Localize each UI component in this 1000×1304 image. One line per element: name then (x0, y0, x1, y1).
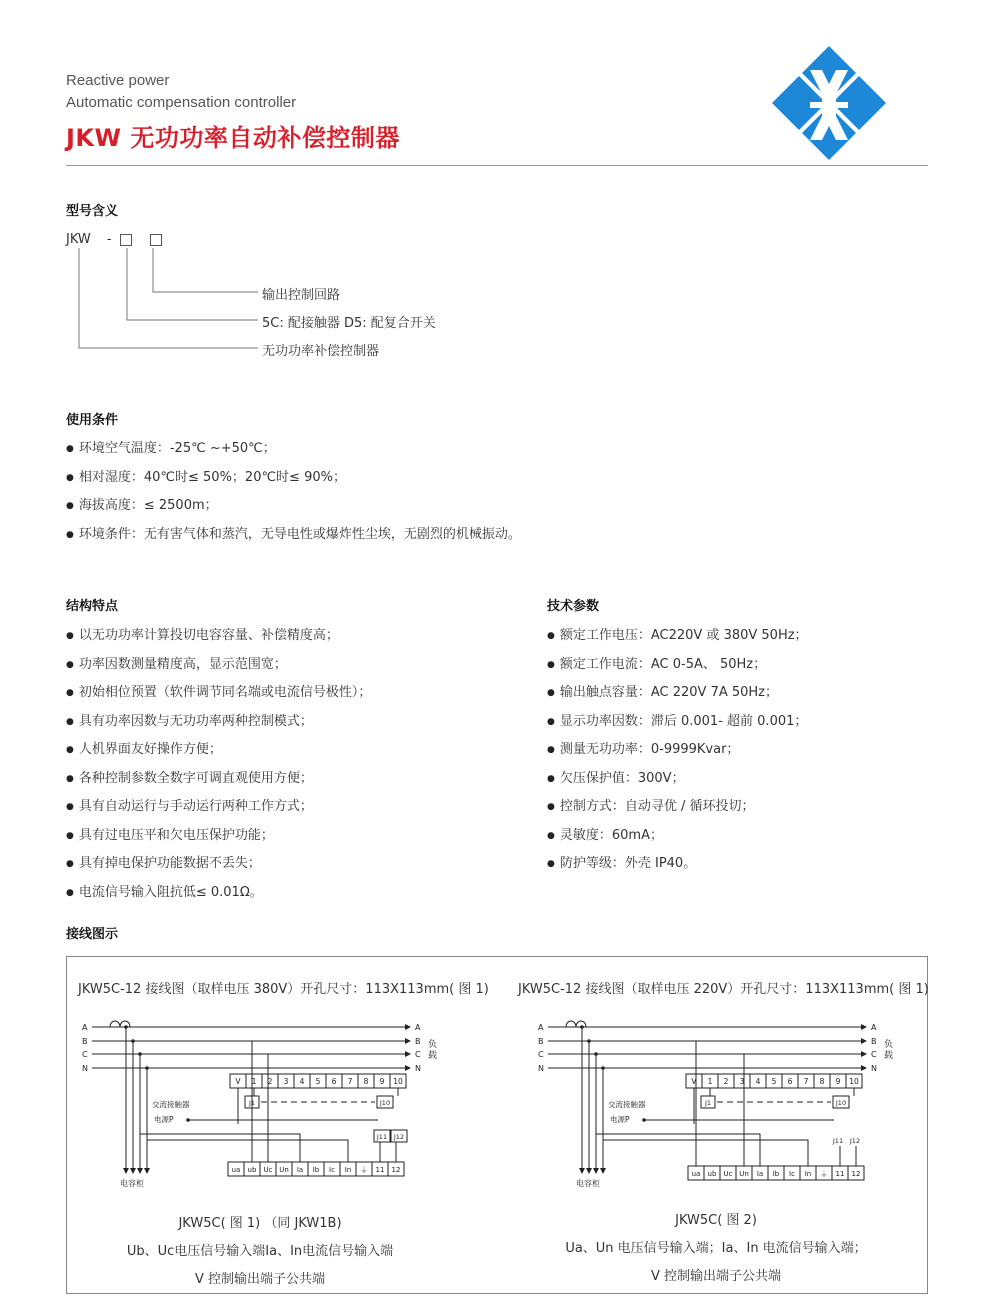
features-item: ● 初始相位预置（软件调节同名端或电流信号极性）； (66, 683, 371, 712)
page-title: JKW 无功功率自动补偿控制器 (66, 124, 400, 152)
model-heading: 型号含义 (66, 204, 119, 219)
model-code-text: JKW (66, 232, 91, 247)
diagram-2-title: JKW5C-12 接线图（取样电压 220V）开孔尺寸：113X113mm( 图 1) (518, 982, 929, 997)
phase-arrow (861, 1065, 867, 1071)
bottom-terminal-label: In (804, 1170, 812, 1178)
wiring-diagram-2 (526, 1016, 906, 1196)
bottom-terminal-label: Ic (789, 1170, 795, 1178)
cabinet-arrow (137, 1168, 143, 1174)
bottom-terminal-label: ub (247, 1166, 257, 1174)
j11-label: J11 (376, 1133, 388, 1141)
top-terminal-label: 7 (803, 1077, 809, 1086)
specs-item: ● 欠压保护值：300V； (547, 769, 808, 798)
phase-label-right: N (871, 1064, 877, 1073)
bottom-terminal-label: 11 (375, 1166, 385, 1174)
model-label-controller: 无功功率补偿控制器 (262, 344, 380, 359)
specs-item: ● 额定工作电流：AC 0-5A、 50Hz； (547, 655, 808, 684)
j11-label: J11 (832, 1137, 844, 1145)
phase-label-right: A (871, 1023, 877, 1032)
cabinet-arrow (144, 1168, 150, 1174)
phase-label-right: B (415, 1037, 421, 1046)
english-title-line-2: Automatic compensation controller (66, 94, 297, 111)
phase-arrow (405, 1051, 411, 1057)
specs-item: ● 灵敏度：60mA； (547, 826, 808, 855)
phase-label-right: C (415, 1050, 421, 1059)
bottom-terminal-label: Ia (756, 1170, 764, 1178)
cabinet-arrow (600, 1168, 606, 1174)
junction-dot (601, 1066, 605, 1070)
top-terminal-label: 8 (363, 1077, 369, 1086)
bottom-terminal-label: Un (739, 1170, 749, 1178)
header-divider (66, 165, 928, 166)
model-label-contactor: 5C: 配接触器 D5: 配复合开关 (262, 316, 436, 331)
j12-label: J12 (393, 1133, 405, 1141)
top-terminal-label: 2 (267, 1077, 273, 1086)
top-terminal-label: V (691, 1077, 697, 1086)
bottom-terminal-label: ub (707, 1170, 717, 1178)
bottom-terminal-label: ua (691, 1170, 701, 1178)
conditions-item: ● 环境空气温度：-25℃ ~+50℃； (66, 439, 521, 468)
top-terminal-label: 6 (331, 1077, 337, 1086)
model-dash: - (106, 232, 112, 247)
load-label: 负 (884, 1040, 894, 1050)
capacitor-cabinet-label: 电容柜 (120, 1179, 144, 1188)
j10-label: J10 (835, 1099, 847, 1107)
specs-heading: 技术参数 (547, 599, 600, 614)
diagram-2-caption-3: V 控制输出端子公共端 (650, 1269, 782, 1284)
features-item: ● 人机界面友好操作方便； (66, 740, 371, 769)
specs-item: ● 额定工作电压：AC220V 或 380V 50Hz； (547, 626, 808, 655)
phase-label-right: C (871, 1050, 877, 1059)
conditions-heading: 使用条件 (66, 413, 119, 428)
features-item: ● 以无功功率计算投切电容容量、补偿精度高； (66, 626, 371, 655)
bottom-terminal-label: In (344, 1166, 352, 1174)
top-terminal-label: 10 (849, 1077, 859, 1086)
signal-wire (147, 1140, 348, 1162)
load-label: 载 (884, 1051, 894, 1061)
features-item: ● 具有掉电保护功能数据不丢失； (66, 854, 371, 883)
j12-label: J12 (849, 1137, 861, 1145)
cabinet-arrow (586, 1168, 592, 1174)
bottom-terminal-label: Ic (329, 1166, 335, 1174)
junction-dot (145, 1066, 149, 1070)
top-terminal-label: 9 (835, 1077, 841, 1086)
top-terminal-label: 2 (723, 1077, 729, 1086)
power-label: 电源P (610, 1115, 630, 1124)
cabinet-arrow (579, 1168, 585, 1174)
specs-item: ● 测量无功功率：0-9999Kvar； (547, 740, 808, 769)
english-title-line-1: Reactive power (66, 72, 170, 89)
phase-label-right: B (871, 1037, 877, 1046)
load-label: 负 (428, 1040, 438, 1050)
top-terminal-label: 4 (299, 1077, 305, 1086)
wiring-heading: 接线图示 (66, 927, 119, 942)
features-item: ● 各种控制参数全数字可调直观使用方便； (66, 769, 371, 798)
diagram-1-caption-3: V 控制输出端子公共端 (194, 1272, 326, 1287)
company-logo-icon (770, 44, 888, 162)
signal-wire (589, 1054, 744, 1166)
conditions-item: ● 环境条件：无有害气体和蒸汽，无导电性或爆炸性尘埃，无剧烈的机械振动。 (66, 525, 521, 554)
bottom-terminal-label: Un (279, 1166, 289, 1174)
capacitor-cabinet-label: 电容柜 (576, 1179, 600, 1188)
model-box-1 (120, 234, 132, 246)
diagram-1-caption-2: Ub、Uc电压信号输入端Ia、In电流信号输入端 (126, 1244, 394, 1259)
diagram-1-title: JKW5C-12 接线图（取样电压 380V）开孔尺寸：113X113mm( 图 1) (78, 982, 489, 997)
phase-arrow (861, 1051, 867, 1057)
phase-arrow (861, 1038, 867, 1044)
top-terminal-label: 9 (379, 1077, 385, 1086)
top-terminal-label: V (235, 1077, 241, 1086)
junction-dot (124, 1025, 128, 1029)
top-terminal-label: 6 (787, 1077, 793, 1086)
top-terminal-label: 3 (283, 1077, 289, 1086)
features-item: ● 具有自动运行与手动运行两种工作方式； (66, 797, 371, 826)
specs-item: ● 防护等级：外壳 IP40。 (547, 854, 808, 883)
bottom-terminal-label: 11 (835, 1170, 845, 1178)
top-terminal-label: 3 (739, 1077, 745, 1086)
signal-wire (596, 1134, 760, 1166)
top-terminal-label: 7 (347, 1077, 353, 1086)
bottom-terminal-label: ⏚ (360, 1166, 368, 1174)
phase-label-left: C (82, 1050, 88, 1059)
phase-arrow (405, 1065, 411, 1071)
power-label: 电源P (154, 1115, 174, 1124)
top-terminal-label: 10 (393, 1077, 403, 1086)
load-label: 载 (428, 1051, 438, 1061)
cabinet-arrow (123, 1168, 129, 1174)
j1-label: J1 (248, 1099, 256, 1107)
features-list (66, 626, 371, 911)
bottom-terminal-label: Ia (296, 1166, 304, 1174)
features-item: ● 功率因数测量精度高，显示范围宽； (66, 655, 371, 684)
bottom-terminal-label: Ib (312, 1166, 320, 1174)
signal-wire (603, 1140, 808, 1166)
diagram-1-caption-1: JKW5C( 图 1) （同 JKW1B) (178, 1216, 342, 1231)
j10-label: J10 (379, 1099, 391, 1107)
conditions-list (66, 439, 521, 553)
junction-dot (580, 1025, 584, 1029)
model-box-2 (150, 234, 162, 246)
model-label-output: 输出控制回路 (262, 288, 341, 303)
diagram-2-caption-2: Ua、Un 电压信号输入端；Ia、In 电流信号输入端； (565, 1241, 867, 1256)
phase-label-left: N (538, 1064, 544, 1073)
model-code (66, 232, 162, 247)
phase-label-right: N (415, 1064, 421, 1073)
phase-label-left: N (82, 1064, 88, 1073)
wiring-diagram-1 (70, 1016, 450, 1196)
bottom-terminal-label: 12 (391, 1166, 401, 1174)
top-terminal-label: 1 (251, 1077, 257, 1086)
j1-label: J1 (704, 1099, 712, 1107)
conditions-item: ● 海拔高度：≤ 2500m； (66, 496, 521, 525)
model-leader-lines (66, 248, 266, 358)
specs-item: ● 显示功率因数：滞后 0.001- 超前 0.001； (547, 712, 808, 741)
cabinet-arrow (130, 1168, 136, 1174)
top-terminal-label: 8 (819, 1077, 825, 1086)
phase-label-left: B (538, 1037, 544, 1046)
phase-label-left: B (82, 1037, 88, 1046)
phase-arrow (405, 1038, 411, 1044)
phase-label-right: A (415, 1023, 421, 1032)
phase-label-left: A (538, 1023, 544, 1032)
bottom-terminal-label: Ib (772, 1170, 780, 1178)
top-terminal-label: 1 (707, 1077, 713, 1086)
features-item: ● 具有过电压平和欠电压保护功能； (66, 826, 371, 855)
phase-arrow (861, 1024, 867, 1030)
features-item: ● 电流信号输入阻抗低≤ 0.01Ω。 (66, 883, 371, 912)
features-heading: 结构特点 (66, 599, 119, 614)
specs-item: ● 控制方式：自动寻优 / 循环投切； (547, 797, 808, 826)
contactor-label: 交流接触器 (152, 1100, 190, 1109)
bottom-terminal-label: ⏚ (820, 1170, 828, 1178)
bottom-terminal-label: Uc (263, 1166, 273, 1174)
phase-arrow (405, 1024, 411, 1030)
features-item: ● 具有功率因数与无功功率两种控制模式； (66, 712, 371, 741)
top-terminal-label: 5 (771, 1077, 777, 1086)
top-terminal-label: 4 (755, 1077, 761, 1086)
top-terminal-label: 5 (315, 1077, 321, 1086)
phase-label-left: C (538, 1050, 544, 1059)
bottom-terminal-label: Uc (723, 1170, 733, 1178)
cabinet-arrow (593, 1168, 599, 1174)
specs-list (547, 626, 808, 883)
signal-wire (140, 1134, 300, 1162)
bottom-terminal-label: 12 (851, 1170, 861, 1178)
conditions-item: ● 相对湿度：40℃时≤ 50%；20℃时≤ 90%； (66, 468, 521, 497)
diagram-2-caption-1: JKW5C( 图 2) (675, 1213, 757, 1228)
contactor-label: 交流接触器 (608, 1100, 646, 1109)
bottom-terminal-label: ua (231, 1166, 241, 1174)
phase-label-left: A (82, 1023, 88, 1032)
specs-item: ● 输出触点容量：AC 220V 7A 50Hz； (547, 683, 808, 712)
